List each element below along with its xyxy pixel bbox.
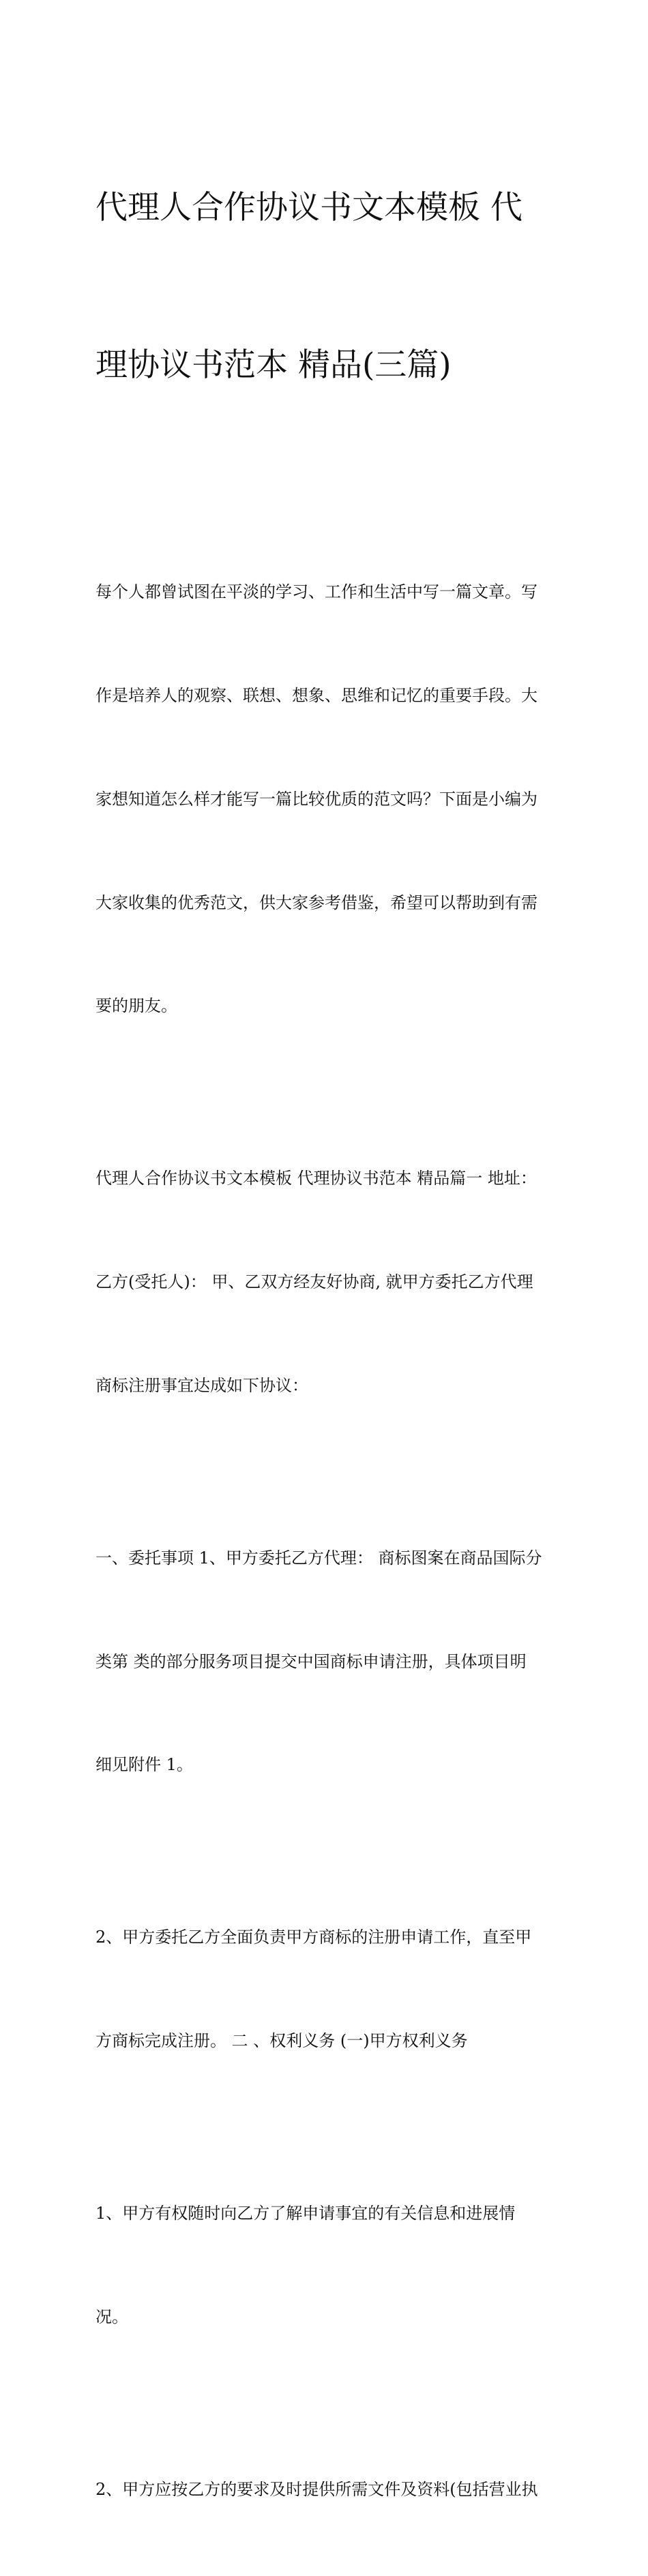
paragraph-line: 每个人都曾试图在平淡的学习、工作和生活中写一篇文章。写 xyxy=(95,582,537,602)
paragraph-line: 方商标完成注册。 二 、权利义务 (一)甲方权利义务 xyxy=(95,2031,468,2051)
document-title xyxy=(95,76,554,496)
paragraph-line: 大家收集的优秀范文，供大家参考借鉴，希望可以帮助到有需 xyxy=(95,893,537,912)
paragraph-line: 一、委托事项 1、甲方委托乙方代理： 商标图案在商品国际分 xyxy=(95,1548,542,1568)
paragraph-line: 况。 xyxy=(95,2307,128,2326)
paragraph-line: 乙方(受托人)： 甲、乙双方经友好协商, 就甲方委托乙方代理 xyxy=(95,1272,533,1292)
rights-clause-1-paragraph xyxy=(95,2127,554,2403)
title-line: 代理人合作协议书文本模板 代 xyxy=(95,189,522,226)
paragraph-line: 2、甲方应按乙方的要求及时提供所需文件及资料(包括营业执 xyxy=(95,2479,538,2499)
entrustment-paragraph xyxy=(95,1472,554,1852)
agreement-heading-paragraph xyxy=(95,1092,554,1472)
paragraph-line: 作是培养人的观察、联想、想象、思维和记忆的重要手段。大 xyxy=(95,685,537,705)
paragraph-line: 代理人合作协议书文本模板 代理协议书范本 精品篇一 地址： xyxy=(95,1169,537,1188)
paragraph-line: 家想知道怎么样才能写一篇比较优质的范文吗？下面是小编为 xyxy=(95,789,537,809)
title-line: 理协议书范本 精品(三篇) xyxy=(95,346,452,384)
paragraph-line: 细见附件 1。 xyxy=(95,1755,193,1775)
clause-2-paragraph xyxy=(95,1851,554,2127)
document-body xyxy=(95,76,554,2576)
intro-paragraph xyxy=(95,506,554,1092)
paragraph-line: 商标注册事宜达成如下协议： xyxy=(95,1375,308,1395)
paragraph-line: 类第 类的部分服务项目提交中国商标申请注册，具体项目明 xyxy=(95,1651,527,1671)
paragraph-line: 要的朋友。 xyxy=(95,996,177,1016)
rights-clause-2-paragraph xyxy=(95,2403,554,2576)
paragraph-line: 1、甲方有权随时向乙方了解申请事宜的有关信息和进展情 xyxy=(95,2204,516,2223)
paragraph-line: 2、甲方委托乙方全面负责甲方商标的注册申请工作，直至甲 xyxy=(95,1928,532,1947)
